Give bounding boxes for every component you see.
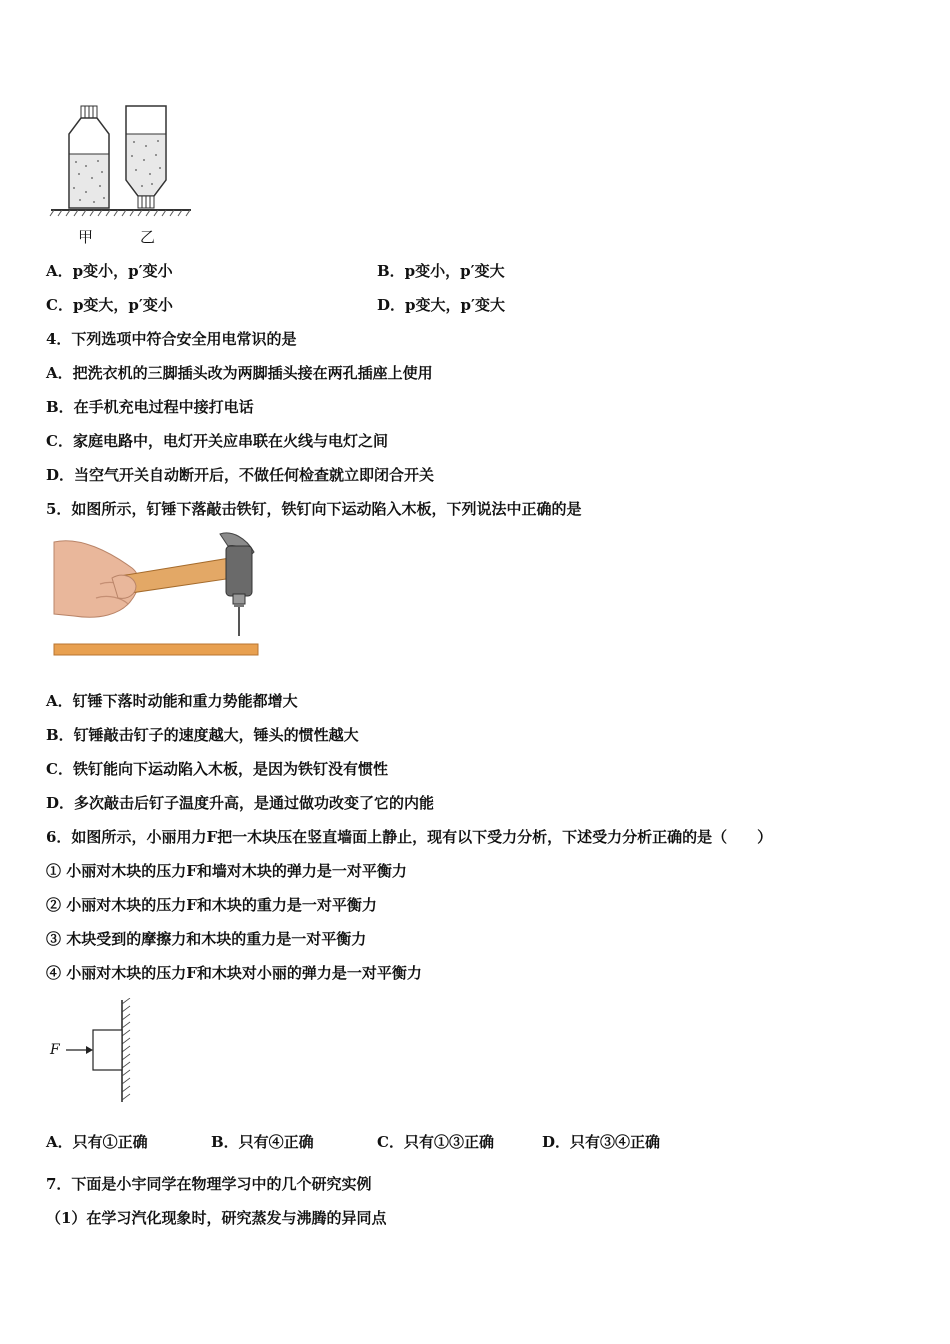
q7-sub1: （1）在学习汽化现象时，研究蒸发与沸腾的异同点 xyxy=(46,1209,387,1227)
q5-stem: 5．如图所示，钉锤下落敲击铁钉，铁钉向下运动陷入木板，下列说法中正确的是 xyxy=(46,500,582,518)
label-yi: 乙 xyxy=(140,228,156,246)
q6-statement-2: ② 小丽对木块的压力F和木块的重力是一对平衡力 xyxy=(46,896,377,914)
q6-option-c: C．只有①③正确 xyxy=(377,1133,494,1151)
q6-stem: 6．如图所示，小丽用力F把一木块压在竖直墙面上静止，现有以下受力分析，下述受力分析正确的是（ ） xyxy=(46,828,773,846)
q6-statement-1: ① 小丽对木块的压力F和墙对木块的弹力是一对平衡力 xyxy=(46,862,407,880)
q3-option-d: D．p变大，p′变大 xyxy=(377,296,505,314)
q3-option-a: A．p变小，p′变小 xyxy=(46,262,173,280)
q5-option-a: A．钉锤下落时动能和重力势能都增大 xyxy=(46,692,298,710)
q6-option-d: D．只有③④正确 xyxy=(542,1133,661,1151)
hammer-figure xyxy=(50,528,265,663)
force-label: F xyxy=(50,1042,60,1058)
wall-block-figure xyxy=(46,998,146,1106)
wall-block-drawing xyxy=(46,998,146,1106)
q4-option-b: B．在手机充电过程中接打电话 xyxy=(46,398,254,416)
q4-option-a: A．把洗衣机的三脚插头改为两脚插头接在两孔插座上使用 xyxy=(46,364,433,382)
label-jia: 甲 xyxy=(78,228,94,246)
q4-option-c: C．家庭电路中，电灯开关应串联在火线与电灯之间 xyxy=(46,432,388,450)
q6-option-b: B．只有④正确 xyxy=(211,1133,314,1151)
hammer-drawing xyxy=(50,528,265,663)
bottles-figure xyxy=(46,100,196,250)
q6-statement-4: ④ 小丽对木块的压力F和木块对小丽的弹力是一对平衡力 xyxy=(46,964,422,982)
q4-stem: 4．下列选项中符合安全用电常识的是 xyxy=(46,330,297,348)
q5-option-c: C．铁钉能向下运动陷入木板，是因为铁钉没有惯性 xyxy=(46,760,388,778)
q3-option-b: B．p变小，p′变大 xyxy=(377,262,505,280)
q5-option-d: D．多次敲击后钉子温度升高，是通过做功改变了它的内能 xyxy=(46,794,435,812)
q3-option-c: C．p变大，p′变小 xyxy=(46,296,173,314)
bottles-drawing xyxy=(46,100,196,250)
q6-option-a: A．只有①正确 xyxy=(46,1133,148,1151)
q7-stem: 7．下面是小宇同学在物理学习中的几个研究实例 xyxy=(46,1175,372,1193)
q4-option-d: D．当空气开关自动断开后，不做任何检查就立即闭合开关 xyxy=(46,466,435,484)
q6-statement-3: ③ 木块受到的摩擦力和木块的重力是一对平衡力 xyxy=(46,930,367,948)
q5-option-b: B．钉锤敲击钉子的速度越大，锤头的惯性越大 xyxy=(46,726,359,744)
